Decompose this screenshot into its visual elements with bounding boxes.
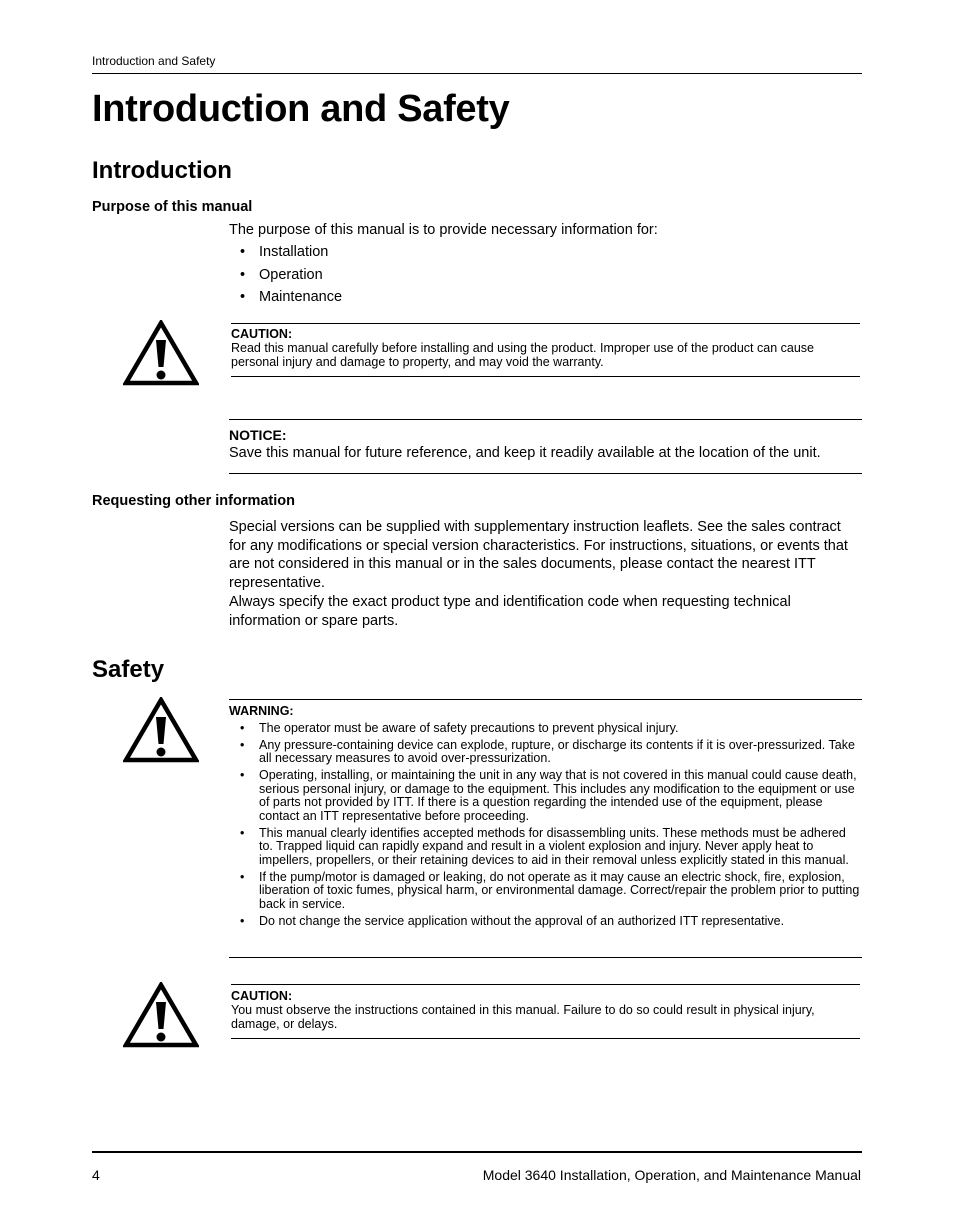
warning-top-rule	[229, 699, 862, 700]
caution-callout	[231, 989, 859, 1031]
caution-top-rule	[231, 984, 860, 985]
list-item: • Operation	[229, 266, 342, 289]
purpose-lead: The purpose of this manual is to provide necessary information for:	[229, 222, 658, 238]
requesting-paragraph-1: Special versions can be supplied with supplementary instruction leaflets. See the sales contract for any modifications or special version characteristics. For instructions, situations, or events that are not considered in this manual or in the sales documents, please contact the nearest ITT representative.	[229, 519, 848, 591]
list-item: • Operating, installing, or maintaining the unit in any way that is not covered in this manual could cause death, serious personal injury, or damage to the equipment. This includes any modification to the equipment or use of parts not provided by ITT. If there is a question regarding the intended use of the equipment, please contact an ITT representative before proceeding.	[229, 769, 862, 823]
list-item: • Installation	[229, 243, 342, 266]
manual-title: Model 3640 Installation, Operation, and Maintenance Manual	[482, 1167, 861, 1183]
warning-triangle-icon	[123, 697, 199, 763]
caution-top-rule	[231, 323, 860, 324]
introduction-heading: Introduction	[92, 157, 232, 184]
notice-callout	[229, 427, 862, 461]
safety-heading: Safety	[92, 656, 165, 683]
running-header: Introduction and Safety	[92, 54, 216, 68]
caution-text: Read this manual carefully before installing and using the product. Improper use of the product can cause personal injury and damage to property, and may void the warranty.	[231, 341, 814, 369]
caution-bottom-rule	[231, 376, 860, 377]
warning-bottom-rule	[229, 957, 862, 958]
notice-top-rule	[229, 419, 862, 420]
notice-text: Save this manual for future reference, and keep it readily available at the location of the unit.	[229, 445, 821, 461]
list-item: • Any pressure-containing device can explode, rupture, or discharge its contents if it is over-pressurized. Take all necessary measures to avoid over-pressurization.	[229, 739, 862, 766]
list-item: • Do not change the service application without the approval of an authorized ITT representative.	[229, 915, 862, 929]
notice-bottom-rule	[229, 473, 862, 474]
list-item: • If the pump/motor is damaged or leaking, do not operate as it may cause an electric shock, fire, explosion, liberation of toxic fumes, physical harm, or environmental damage. Correct/repair the problem prior to putting back in service.	[229, 871, 862, 912]
footer-divider	[92, 1151, 862, 1153]
warning-label: WARNING:	[229, 704, 294, 718]
caution-callout	[231, 327, 859, 369]
list-item: • The operator must be aware of safety precautions to prevent physical injury.	[229, 722, 862, 736]
purpose-list	[229, 243, 342, 311]
list-item: • Maintenance	[229, 288, 342, 311]
requesting-heading: Requesting other information	[92, 493, 295, 509]
list-item: • This manual clearly identifies accepted methods for disassembling units. These methods must be adhered to. Trapped liquid can rapidly expand and result in a violent explosion and injury. Never apply heat to impellers, propellers, or their retaining devices to aid in their removal unless explicitly stated in this manual.	[229, 827, 862, 868]
header-divider	[92, 73, 862, 74]
caution-text: You must observe the instructions contained in this manual. Failure to do so could result in physical injury, damage, or delays.	[231, 1003, 815, 1031]
caution-label: CAUTION:	[231, 989, 293, 1003]
warning-triangle-icon	[123, 982, 199, 1048]
page-title: Introduction and Safety	[92, 88, 510, 130]
notice-label: NOTICE:	[229, 427, 287, 443]
warning-list	[229, 722, 862, 931]
caution-label: CAUTION:	[231, 327, 293, 341]
warning-triangle-icon	[123, 320, 199, 386]
page-number: 4	[92, 1167, 100, 1183]
purpose-heading: Purpose of this manual	[92, 199, 253, 215]
caution-bottom-rule	[231, 1038, 860, 1039]
requesting-paragraph-2: Always specify the exact product type and identification code when requesting technical information or spare parts.	[229, 594, 791, 629]
